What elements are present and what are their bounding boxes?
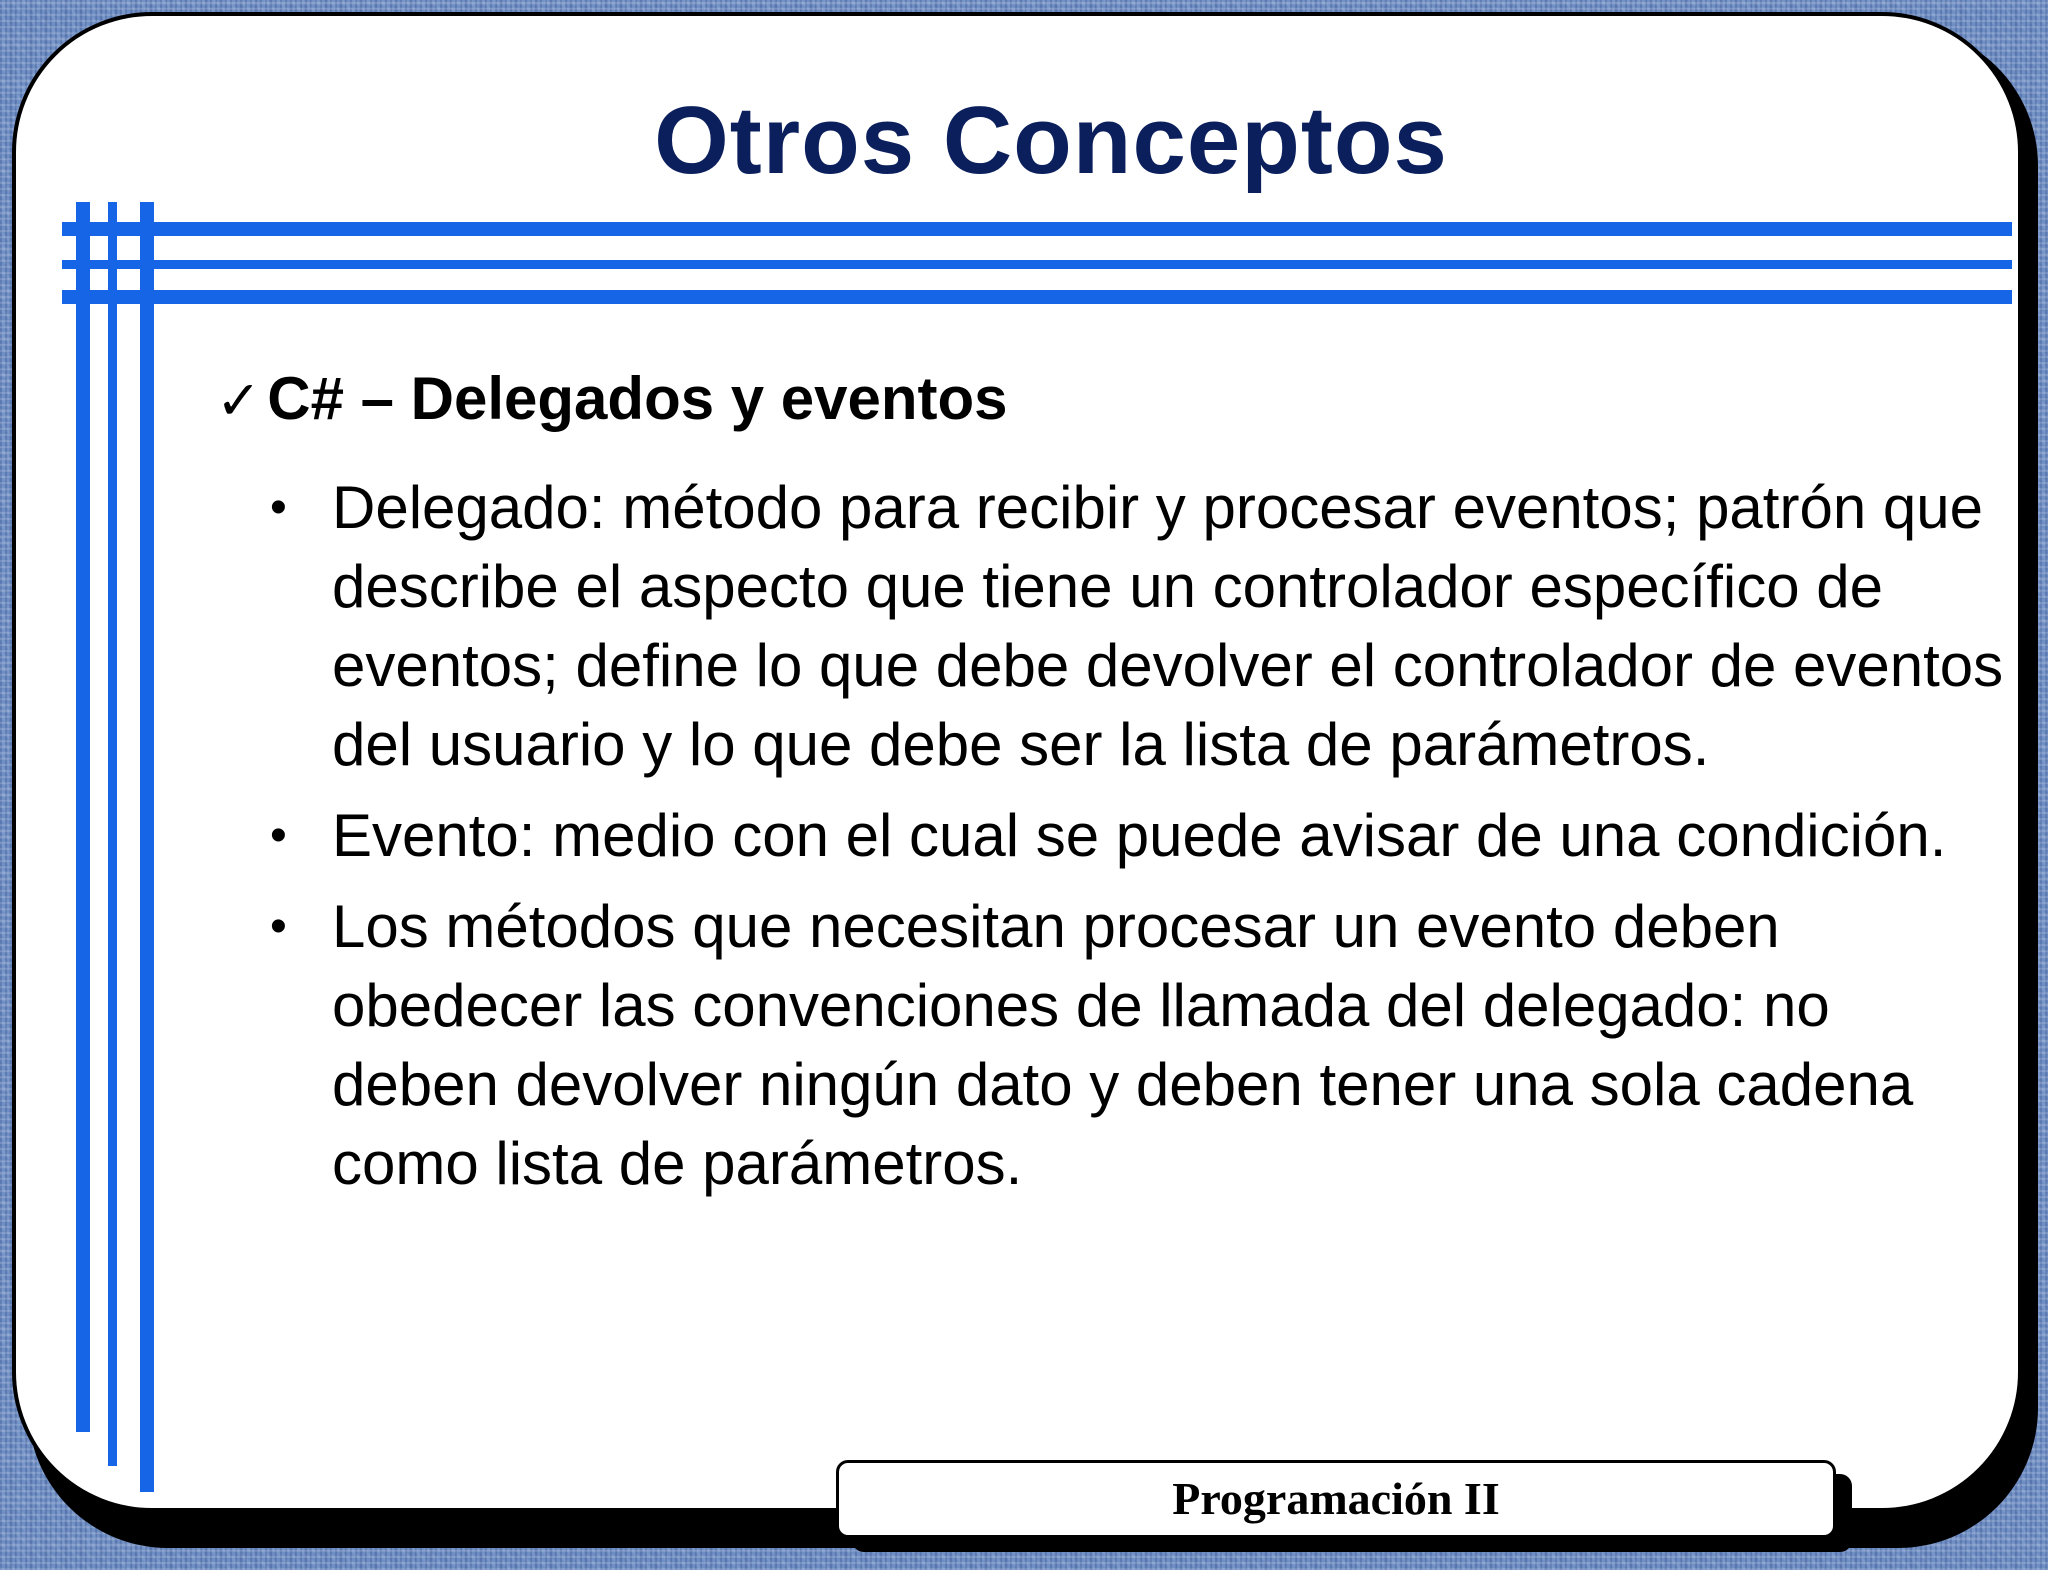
checkmark-icon: ✓	[216, 369, 262, 432]
decor-vline-1	[76, 202, 90, 1432]
bullet-dot-icon: •	[270, 481, 287, 534]
slide-card	[12, 12, 2022, 1512]
bullet-dot-icon: •	[270, 900, 287, 953]
bullet-list	[270, 468, 2010, 1215]
decor-hline-3	[62, 290, 2012, 304]
bullet-text: Delegado: método para recibir y procesar eventos; patrón que describe el aspecto que tiene un controlador específico de eventos; define lo que debe devolver el controlador de eventos del usuario y lo que debe ser la lista de parámetros.	[332, 474, 2004, 778]
bullet-item-delegado	[270, 468, 2010, 784]
decor-vline-2	[108, 202, 117, 1466]
section-heading	[216, 364, 1008, 433]
decor-hline-2	[62, 260, 2012, 269]
bullet-item-metodos	[270, 887, 2010, 1203]
decor-vline-3	[140, 202, 154, 1492]
section-heading-text: C# – Delegados y eventos	[267, 365, 1008, 432]
decor-hline-1	[62, 222, 2012, 236]
footer-course-label: Programación II	[836, 1460, 1836, 1538]
bullet-text: Los métodos que necesitan procesar un evento deben obedecer las convenciones de llamada del delegado: no deben devolver ningún dato y deben tener una sola cadena como lista de parámetros.	[332, 893, 1914, 1197]
bullet-item-evento	[270, 796, 2010, 875]
slide-title: Otros Conceptos	[654, 87, 1448, 194]
bullet-text: Evento: medio con el cual se puede avisar de una condición.	[332, 802, 1947, 869]
bullet-dot-icon: •	[270, 809, 287, 862]
